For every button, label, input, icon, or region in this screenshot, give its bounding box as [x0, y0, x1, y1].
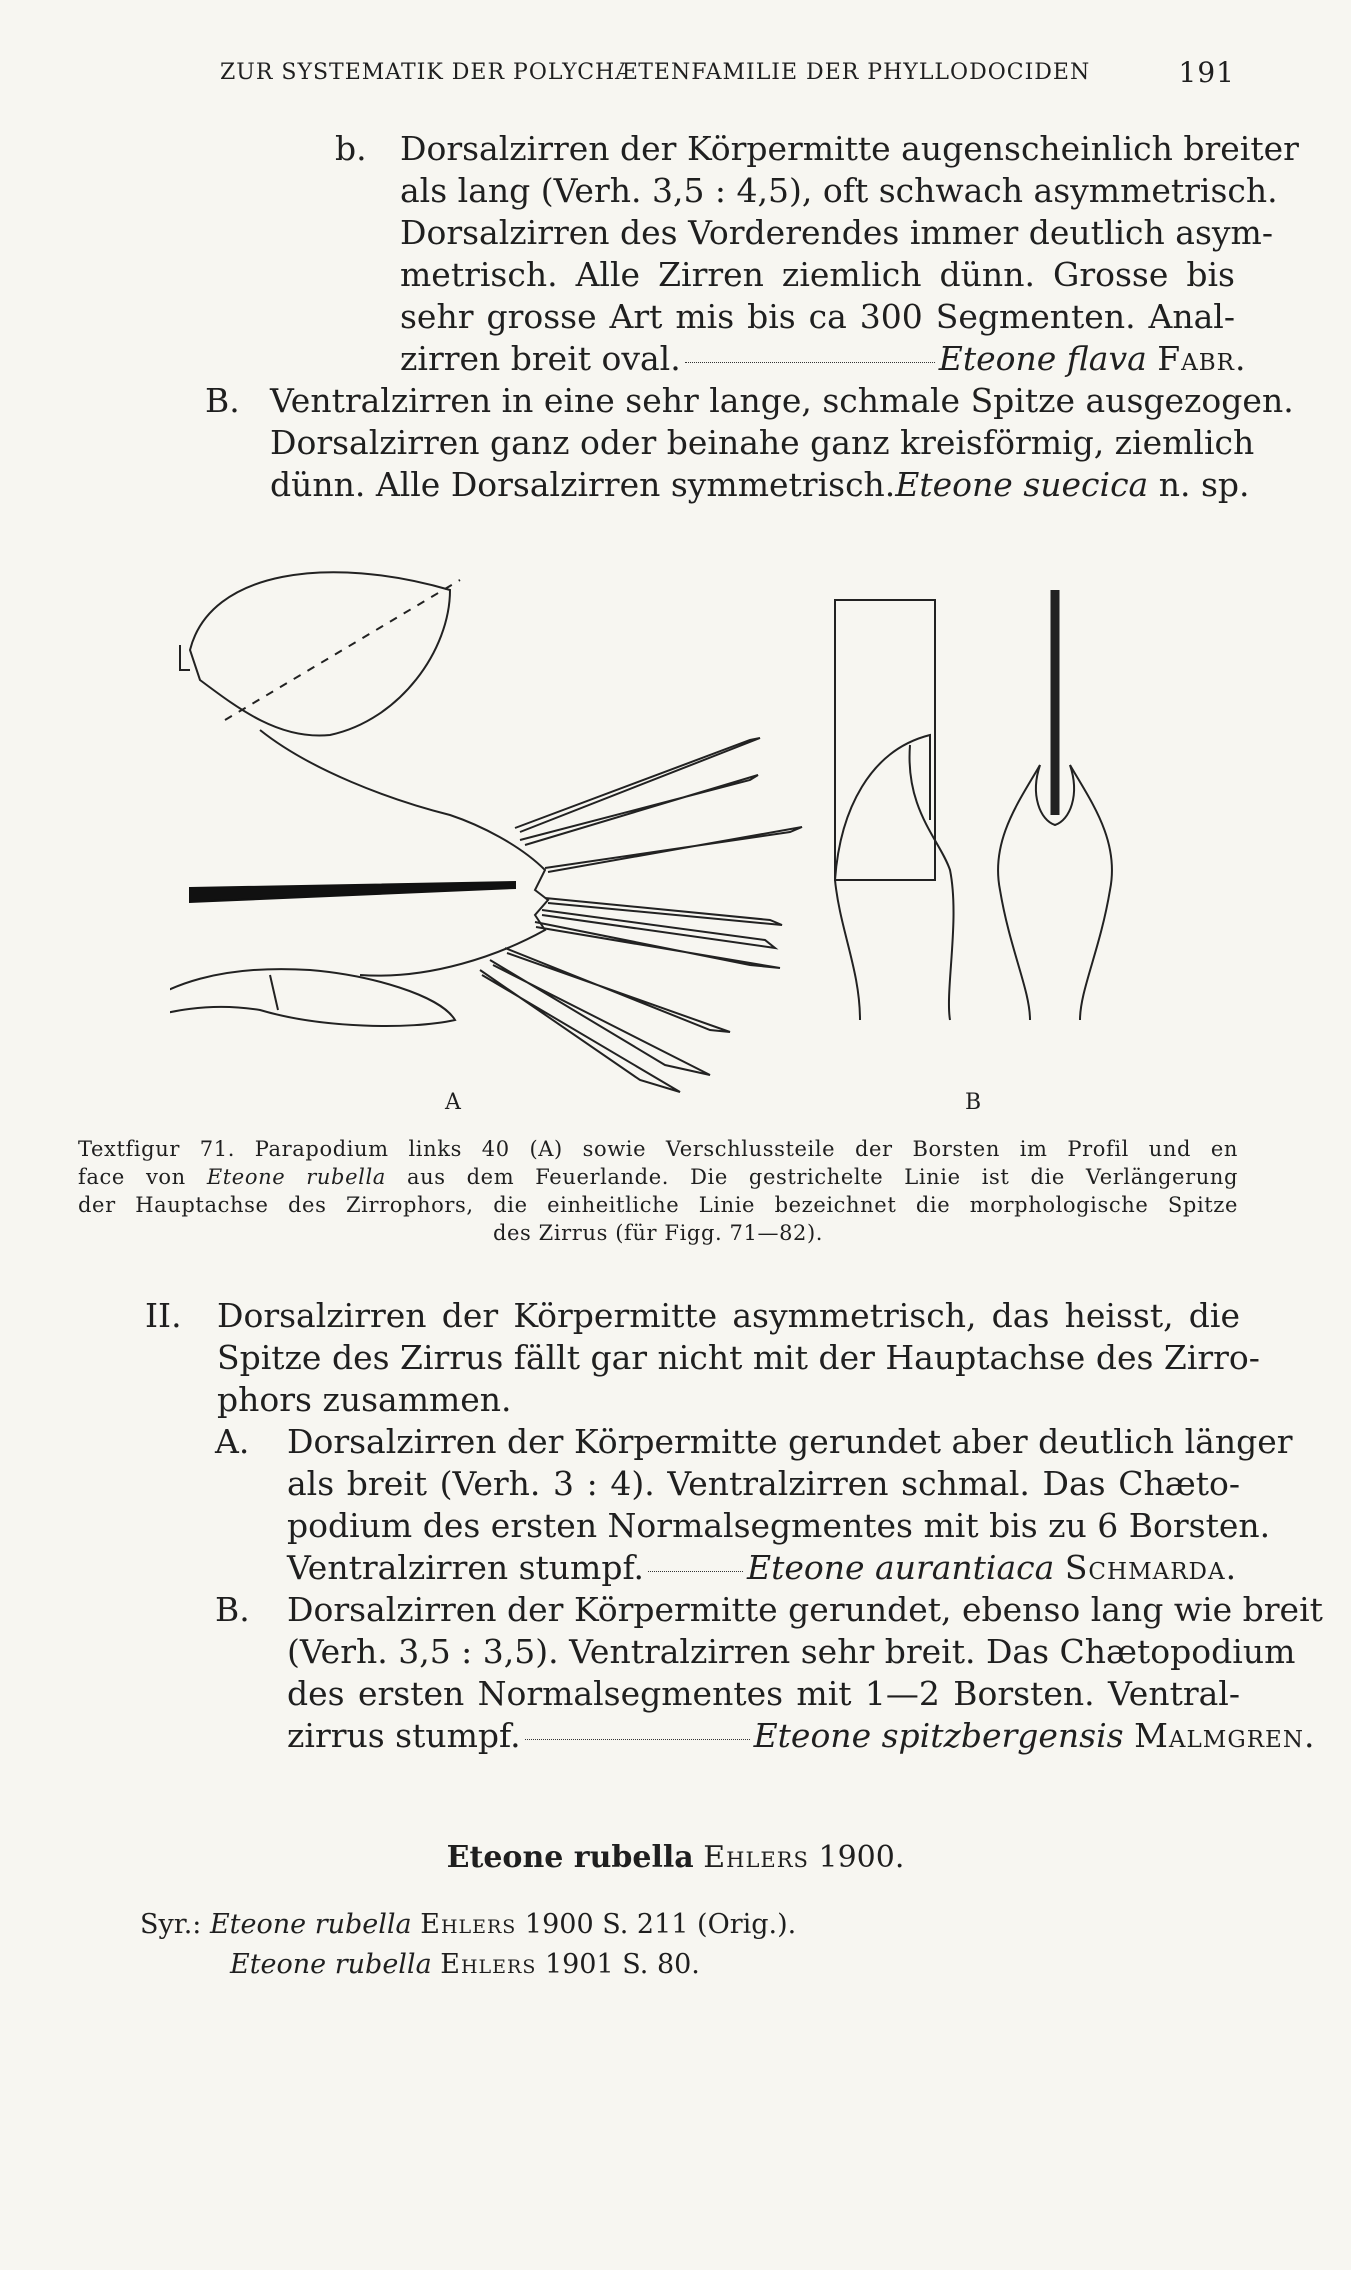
species-heading	[0, 1840, 1351, 1875]
key-label-B: B.	[205, 381, 240, 420]
author-name: Schmarda.	[1064, 1548, 1238, 1587]
key-label-II: II.	[145, 1296, 182, 1335]
ventral-cirrus	[170, 969, 455, 1026]
page-number: 191	[1178, 56, 1235, 89]
caption-text: face von	[78, 1165, 186, 1189]
key-line-last	[287, 1547, 1237, 1589]
synonymy	[140, 1905, 796, 1985]
caption-line: des Zirrus (für Figg. 71—82).	[492, 1221, 824, 1245]
key-line: sehr grosse Art mis bis ca 300 Segmenten. Anal-	[400, 297, 1235, 336]
key-line: Ventralzirren in eine sehr lange, schmale Spitze ausgezogen.	[270, 381, 1294, 420]
axis-dashed-line	[225, 580, 460, 720]
key-line: Dorsalzirren der Körpermitte augenscheinlich breiter	[400, 129, 1299, 168]
bristle-tip-profile	[835, 600, 954, 1020]
dotted-leader	[648, 1571, 743, 1572]
parapodium-drawing	[170, 570, 1250, 1110]
bristle-tip-face	[998, 590, 1112, 1020]
author-name: Ehlers	[420, 1909, 517, 1940]
caption-line	[78, 1163, 1238, 1191]
key-line: podium des ersten Normalsegmentes mit bis zu 6 Borsten.	[287, 1506, 1271, 1545]
figure-caption	[78, 1135, 1238, 1247]
key-line: metrisch. Alle Zirren ziemlich dünn. Grosse bis	[400, 255, 1235, 294]
reference: 1901 S. 80.	[544, 1949, 700, 1980]
aciculum	[190, 882, 515, 902]
key-suffix: n. sp.	[1158, 465, 1250, 504]
figure-label-a: A	[445, 1090, 461, 1115]
key-label-B: B.	[215, 1590, 250, 1629]
heading-species: Eteone rubella	[446, 1840, 694, 1875]
key-line-last	[400, 338, 1246, 380]
synonymy-label: Syr.:	[140, 1909, 202, 1940]
bristles	[480, 738, 802, 1092]
author-name: Malmgren.	[1134, 1716, 1316, 1755]
dorsal-cirrus	[190, 572, 450, 735]
figure-parapodium	[170, 570, 1250, 1110]
synonymy-row	[140, 1905, 796, 1945]
author-name: Fabr.	[1157, 339, 1247, 378]
species-name: Eteone rubella	[209, 1909, 412, 1940]
heading-year: 1900.	[818, 1840, 905, 1875]
cirrophore-stub	[180, 645, 190, 670]
key-line: als lang (Verh. 3,5 : 4,5), oft schwach asymmetrisch.	[400, 171, 1278, 210]
key-line: (Verh. 3,5 : 3,5). Ventralzirren sehr breit. Das Chætopodium	[287, 1632, 1296, 1671]
key-line-last	[287, 1715, 1315, 1757]
key-line: Dorsalzirren des Vorderendes immer deutlich asym-	[400, 213, 1273, 252]
key-line: Spitze des Zirrus fällt gar nicht mit der Hauptachse des Zirro-	[217, 1338, 1260, 1377]
reference: 1900 S. 211 (Orig.).	[524, 1909, 797, 1940]
species-name: Eteone rubella	[206, 1165, 386, 1189]
key-text: zirrus stumpf.	[287, 1716, 521, 1755]
parapodium-body	[260, 730, 548, 976]
key-label-b: b.	[335, 129, 367, 168]
key-label-A: A.	[215, 1422, 250, 1461]
heading-author: Ehlers	[703, 1840, 809, 1875]
species-name: Eteone suecica	[895, 465, 1149, 504]
species-name: Eteone spitzbergensis	[753, 1716, 1124, 1755]
synonymy-row	[140, 1945, 796, 1985]
species-name: Eteone rubella	[230, 1949, 432, 1980]
running-head-title: ZUR SYSTEMATIK DER POLYCHÆTENFAMILIE DER PHYLLODOCIDEN	[220, 60, 1091, 85]
key-line: Dorsalzirren ganz oder beinahe ganz kreisförmig, ziemlich	[270, 423, 1255, 462]
key-text: dünn. Alle Dorsalzirren symmetrisch.	[270, 465, 896, 504]
ventral-cirrus-segment	[270, 975, 278, 1010]
key-line: phors zusammen.	[217, 1380, 512, 1419]
key-line: als breit (Verh. 3 : 4). Ventralzirren schmal. Das Chæto-	[287, 1464, 1240, 1503]
key-text: Ventralzirren stumpf.	[287, 1548, 645, 1587]
species-name: Eteone aurantiaca	[747, 1548, 1055, 1587]
caption-line: der Hauptachse des Zirrophors, die einheitliche Linie bezeichnet die morphologische Spitze	[78, 1193, 1238, 1217]
figure-label-b: B	[965, 1090, 982, 1115]
dotted-leader	[685, 362, 935, 363]
caption-text: aus dem Feuerlande. Die gestrichelte Linie ist die Verlängerung	[406, 1165, 1238, 1189]
key-line-last	[270, 464, 1250, 506]
key-line: Dorsalzirren der Körpermitte gerundet aber deutlich länger	[287, 1422, 1293, 1461]
key-text: zirren breit oval.	[400, 339, 681, 378]
caption-line: Textfigur 71. Parapodium links 40 (A) sowie Verschlussteile der Borsten im Profil und en	[78, 1137, 1238, 1161]
dotted-leader	[525, 1739, 750, 1740]
key-line: Dorsalzirren der Körpermitte asymmetrisch, das heisst, die	[217, 1296, 1240, 1335]
species-name: Eteone flava	[938, 339, 1147, 378]
key-line: des ersten Normalsegmentes mit 1—2 Borsten. Ventral-	[287, 1674, 1240, 1713]
key-line: Dorsalzirren der Körpermitte gerundet, ebenso lang wie breit	[287, 1590, 1323, 1629]
author-name: Ehlers	[440, 1949, 537, 1980]
